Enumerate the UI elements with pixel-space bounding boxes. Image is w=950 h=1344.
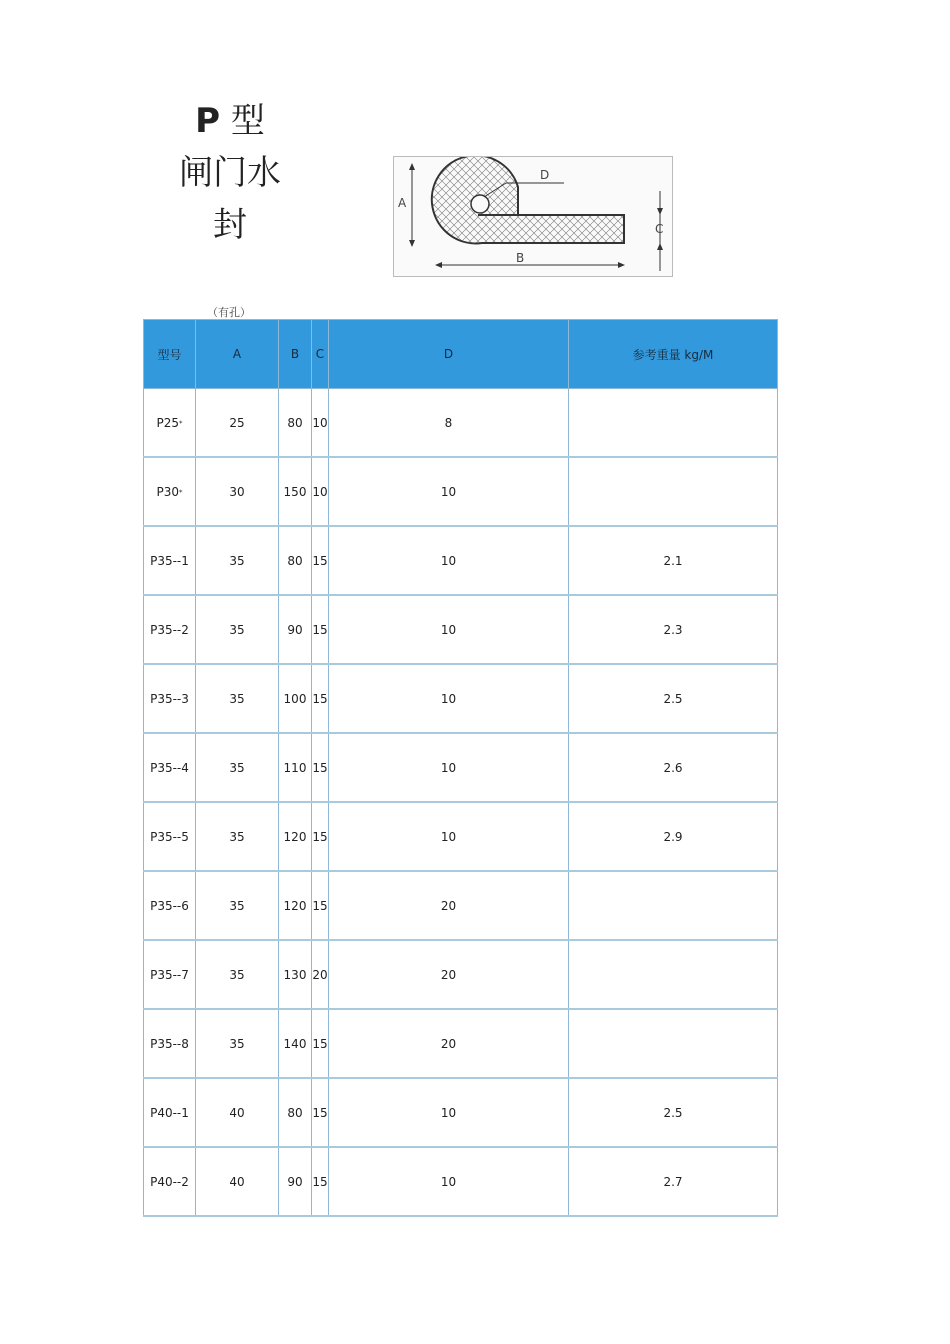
cell-b bbox=[279, 526, 312, 595]
table-row bbox=[144, 389, 778, 458]
table-row bbox=[144, 871, 778, 940]
cell-weight bbox=[569, 457, 778, 526]
title-bold-p: P bbox=[195, 101, 221, 141]
cell-weight-text: 2.1 bbox=[663, 553, 683, 568]
title-type: 型 bbox=[230, 101, 265, 141]
table-row bbox=[144, 1078, 778, 1147]
cell-a-text: 35 bbox=[229, 553, 245, 568]
header-a: A bbox=[196, 320, 279, 389]
cell-b bbox=[279, 389, 312, 458]
title-line-1 bbox=[160, 95, 300, 147]
cell-a-text: 35 bbox=[229, 967, 245, 982]
cell-model-text: P40--1 bbox=[150, 1105, 189, 1120]
table-row bbox=[144, 664, 778, 733]
cell-d bbox=[329, 389, 569, 458]
cell-b bbox=[279, 733, 312, 802]
cell-c bbox=[312, 940, 329, 1009]
cell-b-text: 80 bbox=[287, 415, 303, 430]
cell-a-text: 35 bbox=[229, 622, 245, 637]
cell-d bbox=[329, 871, 569, 940]
cell-a bbox=[196, 1009, 279, 1078]
cell-model-text: P35--2 bbox=[150, 622, 189, 637]
cell-weight-text: 2.7 bbox=[663, 1174, 683, 1189]
cell-c bbox=[312, 733, 329, 802]
cell-model bbox=[144, 733, 196, 802]
cell-model bbox=[144, 871, 196, 940]
header-d: D bbox=[329, 320, 569, 389]
cell-c bbox=[312, 1009, 329, 1078]
cell-c-text: 15 bbox=[312, 691, 328, 706]
cell-model-text: P35--4 bbox=[150, 760, 189, 775]
header-weight: 参考重量 kg/M bbox=[569, 320, 778, 389]
cell-weight-text: 2.3 bbox=[663, 622, 683, 637]
cell-d bbox=[329, 733, 569, 802]
cell-a bbox=[196, 940, 279, 1009]
cell-d bbox=[329, 802, 569, 871]
cell-model bbox=[144, 664, 196, 733]
cell-d bbox=[329, 1147, 569, 1216]
cell-a bbox=[196, 1078, 279, 1147]
cell-weight-text: 2.5 bbox=[663, 691, 683, 706]
cell-d bbox=[329, 664, 569, 733]
cell-b-text: 100 bbox=[283, 691, 307, 706]
cell-weight bbox=[569, 1078, 778, 1147]
title-line-2: 闸门水 bbox=[179, 153, 281, 193]
cell-c-text: 15 bbox=[312, 1174, 328, 1189]
cell-weight bbox=[569, 871, 778, 940]
cell-a bbox=[196, 389, 279, 458]
label-b: B bbox=[516, 251, 525, 265]
cell-d bbox=[329, 457, 569, 526]
cell-b bbox=[279, 1078, 312, 1147]
header-c: C bbox=[312, 320, 329, 389]
cell-c bbox=[312, 871, 329, 940]
cell-d bbox=[329, 1009, 569, 1078]
header-b: B bbox=[279, 320, 312, 389]
spec-table bbox=[143, 319, 778, 1217]
cross-section-svg bbox=[394, 157, 672, 276]
cell-weight bbox=[569, 733, 778, 802]
cell-d-text: 20 bbox=[440, 898, 457, 913]
model-mark: * bbox=[179, 419, 183, 427]
cell-a bbox=[196, 457, 279, 526]
cell-a bbox=[196, 871, 279, 940]
table-row bbox=[144, 1009, 778, 1078]
cell-c-text: 15 bbox=[312, 622, 328, 637]
cell-c-text: 15 bbox=[312, 760, 328, 775]
cell-model-text: P35--1 bbox=[150, 553, 189, 568]
header-model: 型号 bbox=[144, 320, 196, 389]
cell-a-text: 40 bbox=[229, 1174, 245, 1189]
cell-weight-text: 2.6 bbox=[663, 760, 683, 775]
cell-b-text: 110 bbox=[283, 760, 307, 775]
cell-c bbox=[312, 664, 329, 733]
cell-b-text: 80 bbox=[287, 553, 303, 568]
cell-b-text: 90 bbox=[287, 1174, 303, 1189]
table-row bbox=[144, 595, 778, 664]
cell-d-text: 10 bbox=[440, 760, 457, 775]
cell-d bbox=[329, 1078, 569, 1147]
page-title bbox=[160, 95, 300, 251]
cell-model-text: P25 bbox=[156, 415, 179, 430]
cell-a bbox=[196, 526, 279, 595]
cell-model-text: P35--5 bbox=[150, 829, 189, 844]
cell-c bbox=[312, 1078, 329, 1147]
cell-c-text: 15 bbox=[312, 1036, 328, 1051]
cell-model bbox=[144, 389, 196, 458]
cell-a-text: 35 bbox=[229, 760, 245, 775]
cell-model bbox=[144, 595, 196, 664]
cell-c-text: 15 bbox=[312, 898, 328, 913]
table-row bbox=[144, 802, 778, 871]
cell-model-text: P35--7 bbox=[150, 967, 189, 982]
table-row bbox=[144, 1147, 778, 1216]
cell-d-text: 10 bbox=[440, 1174, 457, 1189]
cell-weight bbox=[569, 664, 778, 733]
cell-weight bbox=[569, 595, 778, 664]
cell-a bbox=[196, 664, 279, 733]
cell-model bbox=[144, 1147, 196, 1216]
cell-b bbox=[279, 1147, 312, 1216]
cell-d-text: 8 bbox=[444, 415, 453, 430]
cell-weight-text: 2.9 bbox=[663, 829, 683, 844]
cell-d-text: 10 bbox=[440, 553, 457, 568]
table-row bbox=[144, 733, 778, 802]
cell-weight bbox=[569, 389, 778, 458]
cell-model-text: P40--2 bbox=[150, 1174, 189, 1189]
cell-a bbox=[196, 733, 279, 802]
cell-weight bbox=[569, 802, 778, 871]
cell-d bbox=[329, 595, 569, 664]
cell-model bbox=[144, 457, 196, 526]
table-body bbox=[144, 389, 778, 1217]
cell-a-text: 35 bbox=[229, 691, 245, 706]
cell-a-text: 40 bbox=[229, 1105, 245, 1120]
cell-b-text: 90 bbox=[287, 622, 303, 637]
cell-d-text: 10 bbox=[440, 622, 457, 637]
cell-b-text: 140 bbox=[283, 1036, 307, 1051]
cell-d-text: 20 bbox=[440, 967, 457, 982]
model-mark: * bbox=[179, 488, 183, 496]
cell-b bbox=[279, 1009, 312, 1078]
cell-b-text: 80 bbox=[287, 1105, 303, 1120]
cell-c bbox=[312, 1147, 329, 1216]
cell-c-text: 20 bbox=[312, 967, 328, 982]
cell-c-text: 15 bbox=[312, 553, 328, 568]
cell-a-text: 35 bbox=[229, 829, 245, 844]
cell-d-text: 20 bbox=[440, 1036, 457, 1051]
cell-a bbox=[196, 802, 279, 871]
seal-hole bbox=[471, 195, 489, 213]
seal-profile bbox=[432, 157, 624, 243]
cell-c bbox=[312, 457, 329, 526]
label-d: D bbox=[540, 168, 550, 182]
cell-model-text: P35--3 bbox=[150, 691, 189, 706]
cell-model bbox=[144, 1009, 196, 1078]
table-header-row bbox=[144, 320, 778, 389]
cell-weight bbox=[569, 940, 778, 1009]
cell-b bbox=[279, 457, 312, 526]
cell-b-text: 130 bbox=[283, 967, 307, 982]
cell-d-text: 10 bbox=[440, 1105, 457, 1120]
cell-weight bbox=[569, 1009, 778, 1078]
cell-b-text: 150 bbox=[283, 484, 307, 499]
cell-a-text: 30 bbox=[229, 484, 245, 499]
cell-c-text: 10 bbox=[312, 484, 328, 499]
cell-d-text: 10 bbox=[440, 484, 457, 499]
cell-weight bbox=[569, 1147, 778, 1216]
cell-model-text: P35--6 bbox=[150, 898, 189, 913]
cell-model-text: P30 bbox=[156, 484, 179, 499]
cell-b-text: 120 bbox=[283, 829, 307, 844]
cell-model bbox=[144, 802, 196, 871]
cell-a-text: 35 bbox=[229, 898, 245, 913]
table-row bbox=[144, 940, 778, 1009]
label-a: A bbox=[398, 196, 407, 210]
cell-b bbox=[279, 802, 312, 871]
cell-a bbox=[196, 595, 279, 664]
cell-b bbox=[279, 940, 312, 1009]
cell-weight bbox=[569, 526, 778, 595]
cell-c-text: 15 bbox=[312, 1105, 328, 1120]
cell-d bbox=[329, 940, 569, 1009]
cell-b bbox=[279, 664, 312, 733]
cell-a-text: 25 bbox=[229, 415, 245, 430]
cell-a bbox=[196, 1147, 279, 1216]
cell-model bbox=[144, 526, 196, 595]
cell-model-text: P35--8 bbox=[150, 1036, 189, 1051]
table-row bbox=[144, 457, 778, 526]
note-with-hole: （有孔） bbox=[207, 306, 251, 319]
title-line-3: 封 bbox=[213, 205, 247, 245]
table-row bbox=[144, 526, 778, 595]
cell-b bbox=[279, 595, 312, 664]
cell-c-text: 15 bbox=[312, 829, 328, 844]
cell-d-text: 10 bbox=[440, 691, 457, 706]
cell-model bbox=[144, 940, 196, 1009]
cell-c bbox=[312, 595, 329, 664]
cell-c bbox=[312, 526, 329, 595]
cell-d bbox=[329, 526, 569, 595]
cell-c bbox=[312, 802, 329, 871]
cell-model bbox=[144, 1078, 196, 1147]
cell-d-text: 10 bbox=[440, 829, 457, 844]
label-c: C bbox=[655, 222, 664, 236]
cell-c-text: 10 bbox=[312, 415, 328, 430]
cell-b bbox=[279, 871, 312, 940]
cell-a-text: 35 bbox=[229, 1036, 245, 1051]
cell-b-text: 120 bbox=[283, 898, 307, 913]
cell-weight-text: 2.5 bbox=[663, 1105, 683, 1120]
p-seal-cross-section-diagram bbox=[393, 156, 673, 277]
cell-c bbox=[312, 389, 329, 458]
